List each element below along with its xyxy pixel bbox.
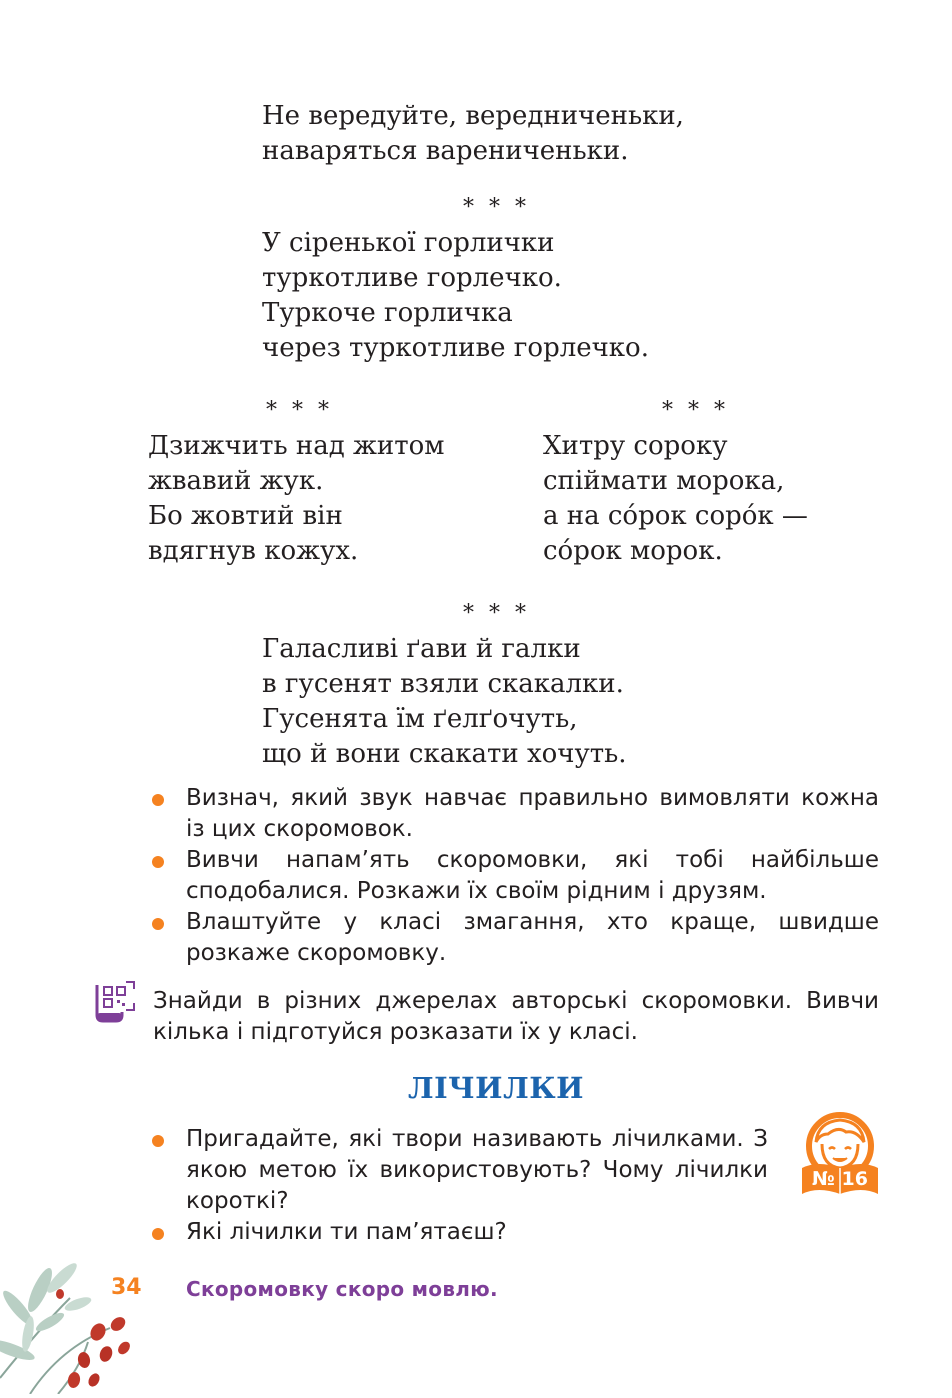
bullet-icon — [152, 1228, 164, 1240]
poem-line: туркотливе горлечко. — [262, 263, 562, 293]
task-item: Пригадайте, які твори називають лічилками. З якою метою їх використовують? Чому лічилки короткі? — [186, 1126, 768, 1214]
poem-2 — [262, 226, 649, 366]
poem-line: Галасливі ґави й галки — [262, 634, 581, 664]
section-heading: ЛІЧИЛКИ — [407, 1071, 584, 1105]
poem-line: Хитру сороку — [543, 431, 728, 461]
poem-line: спіймати морока, — [543, 466, 785, 496]
phone-qr-icon — [90, 979, 138, 1025]
poem-line: а на со́рок соро́к — — [543, 501, 808, 531]
stars-divider: * * * — [662, 398, 729, 423]
bullet-icon — [152, 794, 164, 806]
poem-line: со́рок морок. — [543, 536, 723, 566]
page-number: 34 — [111, 1275, 142, 1300]
bullet-icon — [152, 856, 164, 868]
poem-line: Не вередуйте, вередниченьки, — [262, 101, 684, 131]
stars-divider: * * * — [463, 601, 530, 626]
poem-4 — [543, 429, 808, 569]
poem-line: Дзижчить над житом — [148, 431, 445, 461]
bullet-icon — [152, 1135, 164, 1147]
poem-line: через туркотливе горлечко. — [262, 333, 649, 363]
poem-line: Гусенята їм ґелґочуть, — [262, 704, 578, 734]
task-item: Влаштуйте у класі змагання, хто краще, швидше розкаже скоромовку. — [186, 909, 879, 966]
task-item: Які лічилки ти пам’ятаєш? — [186, 1219, 507, 1245]
reading-child-icon — [798, 1108, 882, 1200]
task-item: Визнач, який звук навчає правильно вимовляти кожна із цих скоромовок. — [186, 785, 879, 842]
poem-1 — [262, 99, 684, 169]
poem-line: Бо жовтий він — [148, 501, 343, 531]
poem-line: наваряться варениченьки. — [262, 136, 629, 166]
poem-line: У сіренької горлички — [262, 228, 555, 258]
badge-number: № 16 — [812, 1168, 868, 1190]
stars-divider: * * * — [266, 398, 333, 423]
footer-title: Скоромовку скоро мовлю. — [186, 1277, 498, 1301]
poem-line: що й вони скакати хочуть. — [262, 739, 627, 769]
poem-5 — [262, 632, 627, 772]
poem-line: Туркоче горличка — [262, 298, 513, 328]
poem-line: жвавий жук. — [148, 466, 324, 496]
poem-line: вдягнув кожух. — [148, 536, 359, 566]
task-item: Вивчи напам’ять скоромовки, які тобі найбільше сподобалися. Розкажи їх своїм рідним і друзям. — [186, 847, 879, 904]
poem-3 — [148, 429, 445, 569]
bullet-icon — [152, 918, 164, 930]
poem-line: в гусенят взяли скакалки. — [262, 669, 624, 699]
stars-divider: * * * — [463, 195, 530, 220]
research-task: Знайди в різних джерелах авторські скоромовки. Вивчи кілька і підготуйся розказати їх у класі. — [153, 988, 879, 1045]
